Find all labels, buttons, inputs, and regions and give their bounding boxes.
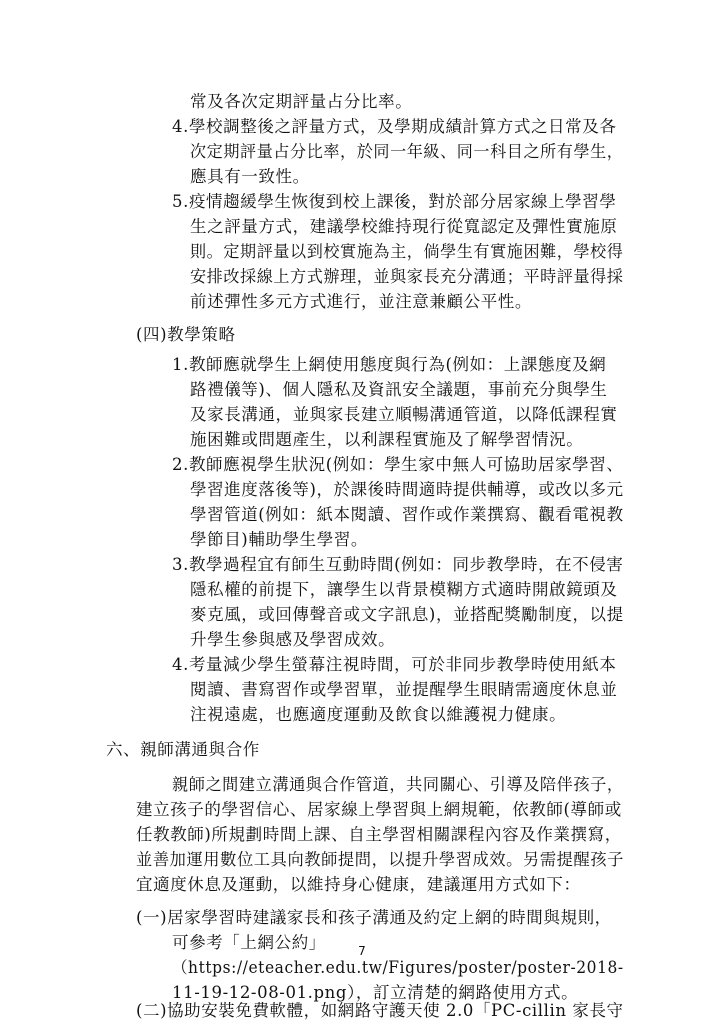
- text-line: (一)居家學習時建議家長和孩子溝通及約定上網的時間與規則，: [136, 908, 612, 927]
- text-line: （https://eteacher.edu.tw/Figures/poster/poster-2018-: [172, 958, 624, 977]
- text-line: 宜適度休息及運動，以維持身心健康，建議運用方式如下：: [136, 875, 581, 894]
- text-line: 3.教學過程宜有師生互動時間(例如：同步教學時，在不侵害: [172, 555, 624, 574]
- text-line: 前述彈性多元方式進行，並注意兼顧公平性。: [190, 292, 532, 311]
- text-line: 則。定期評量以到校實施為主，倘學生有實施困難，學校得: [190, 242, 624, 261]
- text-line: 及家長溝通，並與家長建立順暢溝通管道，以降低課程實: [190, 405, 618, 424]
- text-line: 安排改採線上方式辦理，並與家長充分溝通；平時評量得採: [190, 267, 624, 286]
- text-line: 次定期評量占分比率，於同一年級、同一科目之所有學生，: [190, 142, 624, 161]
- text-line: 並善加運用數位工具向教師提問，以提升學習成效。另需提醒孩子: [136, 850, 624, 869]
- text-line: 4.考量減少學生螢幕注視時間，可於非同步教學時使用紙本: [172, 655, 617, 674]
- text-line: 學習進度落後等)，於課後時間適時提供輔導，或改以多元: [190, 480, 624, 499]
- text-line: 升學生參與感及學習成效。: [190, 630, 396, 649]
- text-line: 應具有一致性。: [190, 167, 310, 186]
- text-line: 隱私權的前提下，讓學生以背景模糊方式適時開啟鏡頭及: [190, 580, 618, 599]
- text-line: 11-19-12-08-01.png），訂立清楚的網路使用方式。: [172, 983, 579, 1002]
- text-line: 施困難或問題產生，以利課程實施及了解學習情況。: [190, 430, 584, 449]
- text-line: 親師之間建立溝通與合作管道，共同關心、引導及陪伴孩子，: [172, 775, 624, 794]
- text-line: 生之評量方式，建議學校維持現行從寬認定及彈性實施原: [190, 217, 618, 236]
- text-line: 2.教師應視學生狀況(例如：學生家中無人可協助居家學習、: [172, 455, 624, 474]
- text-line: 常及各次定期評量占分比率。: [190, 92, 413, 111]
- text-line: 建立孩子的學習信心、居家線上學習與上網規範，依教師(導師或: [136, 800, 622, 819]
- page-number: 7: [358, 944, 366, 958]
- text-line: 學節目)輔助學生學習。: [190, 530, 369, 549]
- text-line: (二)協助安裝免費軟體，如網路守護天使 2.0「PC-cillin 家長守: [136, 1001, 624, 1020]
- section-heading: (四)教學策略: [136, 325, 236, 344]
- text-line: 可參考「上網公約」: [172, 933, 326, 952]
- text-line: 路禮儀等)、個人隱私及資訊安全議題，事前充分與學生: [190, 380, 608, 399]
- text-line: 任教教師)所規劃時間上課、自主學習相關課程內容及作業撰寫，: [136, 825, 622, 844]
- text-line: 5.疫情趨緩學生恢復到校上課後，對於部分居家線上學習學: [172, 192, 617, 211]
- text-line: 4.學校調整後之評量方式，及學期成績計算方式之日常及各: [172, 117, 617, 136]
- text-line: 學習管道(例如：紙本閱讀、習作或作業撰寫、觀看電視教: [190, 505, 624, 524]
- chapter-heading: 六、親師溝通與合作: [106, 740, 260, 759]
- text-line: 1.教師應就學生上網使用態度與行為(例如：上課態度及網: [172, 355, 607, 374]
- text-line: 注視遠處，也應適度運動及飲食以維護視力健康。: [190, 705, 567, 724]
- text-line: 閱讀、書寫習作或學習單，並提醒學生眼睛需適度休息並: [190, 680, 618, 699]
- text-line: 麥克風，或回傳聲音或文字訊息)，並搭配獎勵制度，以提: [190, 605, 624, 624]
